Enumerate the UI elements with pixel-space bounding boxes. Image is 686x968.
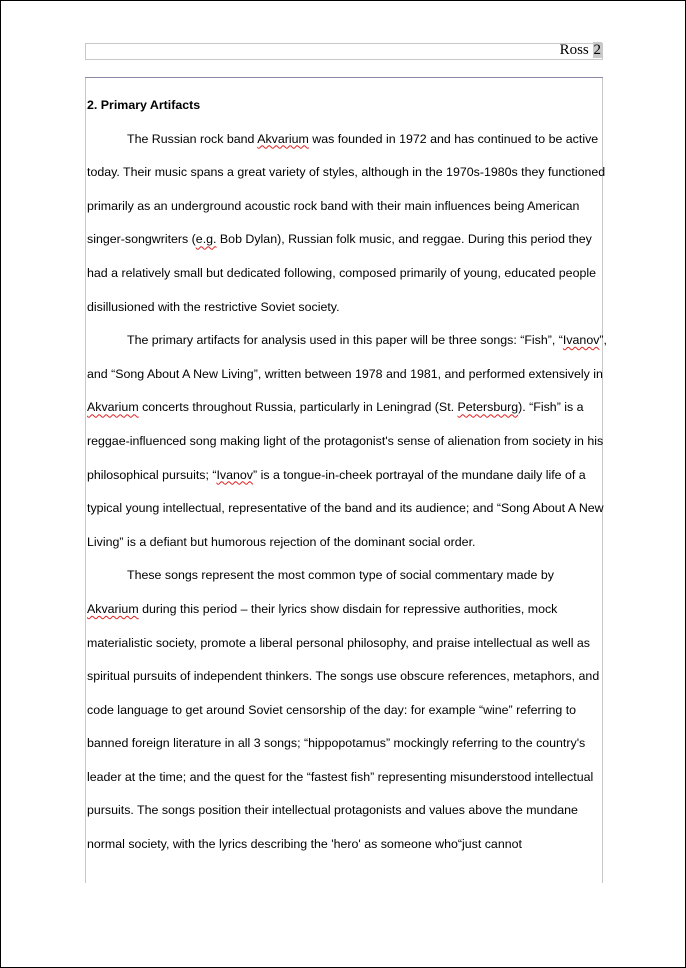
body-top-rule bbox=[85, 77, 603, 78]
paragraph-3[interactable]: These songs represent the most common type of social commentary made by Akvarium during this period – their lyrics show disdain for repressive authorities, mock materialistic society, promote a liberal personal philosophy, and praise intellectual as well as spiritual pursuits of independent thinkers. The songs use obscure references, metaphors, and code language to get around Soviet censorship of the day: for example “wine” referring to banned foreign literature in all 3 songs; “hippopotamus” mockingly referring to the country's leader at the time; and the quest for the “fastest fish” representing misunderstood intellectual pursuits. The songs position their intellectual protagonists and values above the mundane normal society, with the lyrics describing the 'hero' as someone who“just cannot bbox=[87, 568, 600, 852]
paragraph-2[interactable]: The primary artifacts for analysis used in this paper will be three songs: “Fish”, “Ivanov”, and “Song About A New Living”, written between 1978 and 1981, and performed extensively in Akvarium concerts throughout Russia, particularly in Leningrad (St. Petersburg). “Fish” is a reggae-influenced song making light of the protagonist's sense of alienation from society in his philosophical pursuits; “Ivanov” is a tongue-in-cheek portrayal of the mundane daily life of a typical young intellectual, representative of the band and its audience; and “Song About A New Living” is a defiant but humorous rejection of the dominant social order. bbox=[87, 333, 607, 549]
spellcheck-word[interactable]: Akvarium bbox=[87, 400, 139, 415]
header-author: Ross bbox=[559, 42, 589, 58]
section-heading: 2. Primary Artifacts bbox=[87, 98, 201, 112]
header-text bbox=[560, 42, 602, 58]
document-body[interactable] bbox=[85, 77, 607, 883]
spellcheck-word[interactable]: Akvarium bbox=[257, 131, 309, 146]
spellcheck-word[interactable]: Petersburg bbox=[457, 400, 519, 415]
spellcheck-word[interactable]: Ivanov bbox=[216, 467, 253, 482]
spellcheck-word[interactable]: Ivanov bbox=[562, 333, 600, 348]
spellcheck-word[interactable]: e.g. bbox=[195, 232, 217, 247]
paragraph-1[interactable]: The Russian rock band Akvarium was founded in 1972 and has continued to be active today. Their music spans a great variety of styles, although in the 1970s-1980s they functioned primarily as an underground acoustic rock band with their main influences being American singer-songwriters (e.g. Bob Dylan), Russian folk music, and reggae. During this period they had a relatively small but dedicated following, composed primarily of young, educated people disillusioned with the restrictive Soviet society. bbox=[87, 131, 606, 314]
body-content[interactable] bbox=[87, 89, 607, 862]
spellcheck-word[interactable]: Akvarium bbox=[87, 601, 139, 616]
page-header[interactable] bbox=[85, 43, 603, 60]
header-page-number: 2 bbox=[593, 42, 601, 58]
